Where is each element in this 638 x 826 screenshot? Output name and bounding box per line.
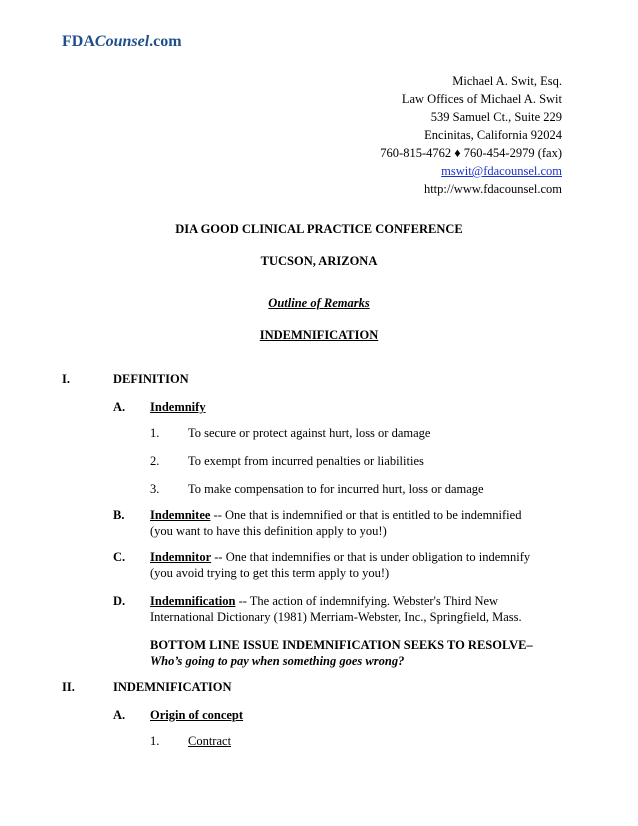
address-block	[380, 72, 562, 198]
item-d-term: Indemnification	[150, 594, 236, 608]
item-d-line1: Indemnification -- The action of indemnifying. Webster's Third New	[150, 594, 499, 608]
section-2-sub-item-1-text: Contract	[188, 734, 232, 748]
item-b-line2: (you want to have this definition apply to you!)	[150, 524, 387, 538]
item-c-line1: Indemnitor -- One that indemnifies or that is under obligation to indemnify	[150, 550, 531, 564]
item-c-term: Indemnitor	[150, 550, 212, 564]
topic-heading: INDEMNIFICATION	[259, 328, 379, 342]
section-1-number: I.	[62, 372, 70, 386]
section-2-sub-item-1-number: 1.	[150, 734, 160, 748]
item-d-letter: D.	[113, 594, 126, 608]
outline-heading: Outline of Remarks	[268, 296, 370, 310]
conference-location: TUCSON, ARIZONA	[260, 254, 378, 268]
sub-item-3-text: To make compensation to for incurred hurt, loss or damage	[188, 482, 484, 496]
site-brand: FDACounsel.com	[62, 33, 182, 50]
item-b-letter: B.	[113, 508, 125, 522]
sub-item-2-number: 2.	[150, 454, 160, 468]
firm-name: Law Offices of Michael A. Swit	[401, 92, 562, 106]
item-a-term: Indemnify	[150, 400, 206, 414]
item-b-line1: Indemnitee -- One that is indemnified or that is entitled to be indemnified	[150, 508, 522, 522]
website-url: http://www.fdacounsel.com	[423, 182, 562, 196]
item-c-letter: C.	[113, 550, 126, 564]
email-link[interactable]: mswit@fdacounsel.com	[441, 164, 562, 178]
item-d-line2: International Dictionary (1981) Merriam-Webster, Inc., Springfield, Mass.	[150, 610, 522, 624]
section-2-title: INDEMNIFICATION	[113, 680, 232, 694]
author-name: Michael A. Swit, Esq.	[452, 74, 562, 88]
conference-title: DIA GOOD CLINICAL PRACTICE CONFERENCE	[175, 222, 463, 236]
city-address: Encinitas, California 92024	[424, 128, 562, 142]
section-1-title: DEFINITION	[113, 372, 189, 386]
sub-item-1-number: 1.	[150, 426, 160, 440]
item-b-term: Indemnitee	[150, 508, 211, 522]
section-2-item-a-term: Origin of concept	[150, 708, 244, 722]
bottom-line-question: Who’s going to pay when something goes wrong?	[150, 654, 405, 668]
section-2-item-a-letter: A.	[113, 708, 126, 722]
bottom-line-issue: BOTTOM LINE ISSUE INDEMNIFICATION SEEKS TO RESOLVE–	[150, 638, 533, 652]
sub-item-1-text: To secure or protect against hurt, loss or damage	[188, 426, 431, 440]
item-a-letter: A.	[113, 400, 126, 414]
sub-item-3-number: 3.	[150, 482, 160, 496]
section-2-number: II.	[62, 680, 75, 694]
phone-fax: 760-815-4762 ♦ 760-454-2979 (fax)	[380, 146, 562, 160]
item-c-line2: (you avoid trying to get this term apply to you!)	[150, 566, 390, 580]
street-address: 539 Samuel Ct., Suite 229	[430, 110, 562, 124]
sub-item-2-text: To exempt from incurred penalties or liabilities	[188, 454, 424, 468]
